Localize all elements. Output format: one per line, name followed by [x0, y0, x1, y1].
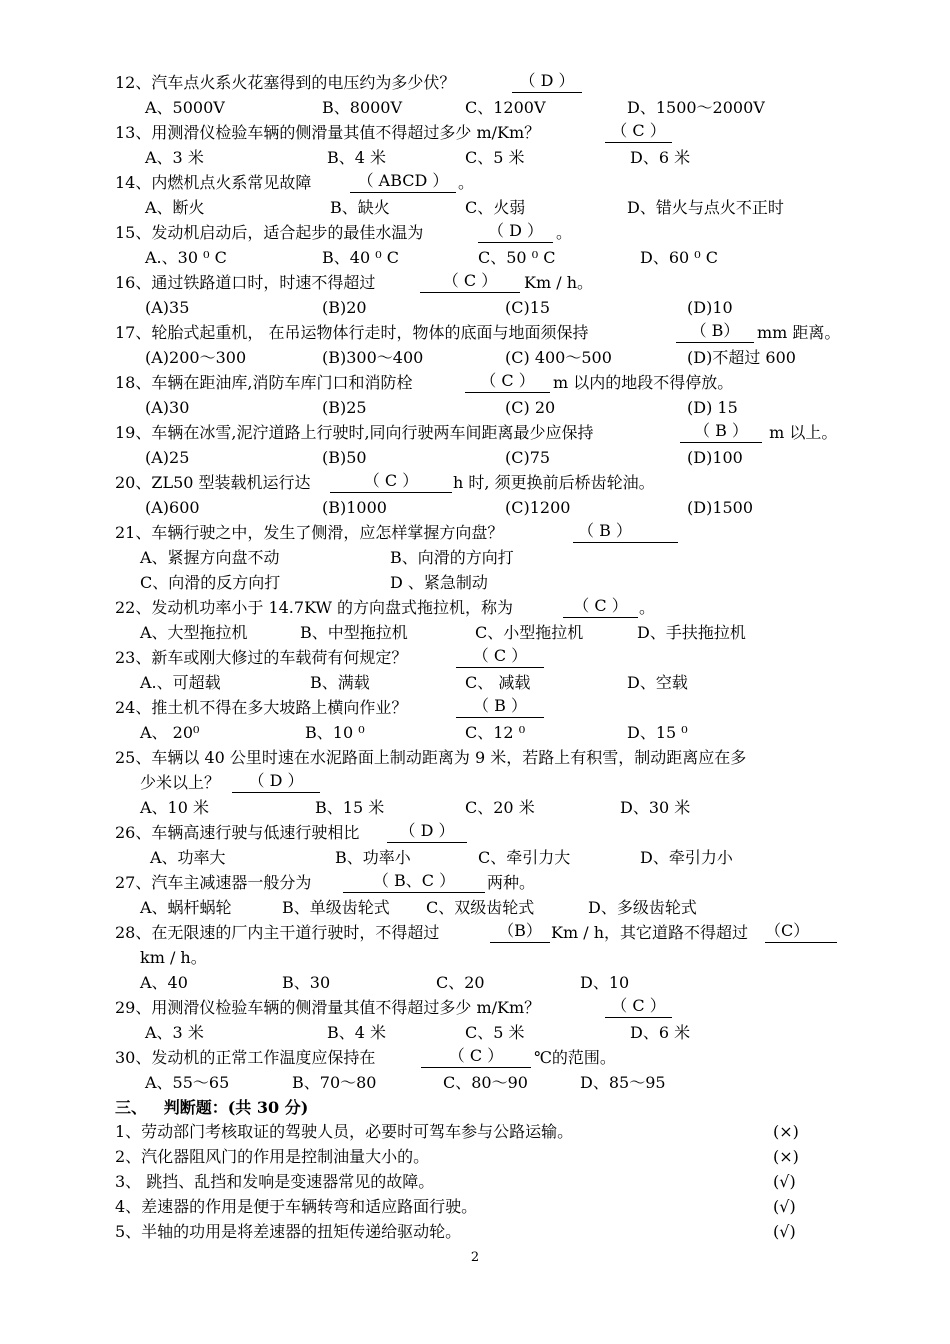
option-c: C、牵引力大: [478, 848, 571, 867]
options-16: [0, 295, 950, 320]
options-13: [0, 145, 950, 170]
option-a: A、55～65: [145, 1073, 230, 1092]
option-c: (C)1200: [505, 498, 571, 517]
option-a: A、5000V: [145, 98, 225, 117]
question-30: 30、发动机的正常工作温度应保持在 （ C ） ℃的范围。: [0, 1045, 950, 1070]
option-c: (C) 400～500: [505, 348, 612, 367]
question-text: 18、车辆在距油库,消防车库门口和消防栓: [115, 373, 413, 392]
options-24: [0, 720, 950, 745]
option-b: B、中型拖拉机: [300, 623, 408, 642]
options-25: [0, 795, 950, 820]
options-30: [0, 1070, 950, 1095]
question-text: 26、车辆高速行驶与低速行驶相比: [115, 823, 360, 842]
question-20: 20、ZL50 型装载机运行达 （ C ） h 时, 须更换前后桥齿轮油。: [0, 470, 950, 495]
question-text: 20、ZL50 型装载机运行达: [115, 473, 311, 492]
option-b: B、70～80: [292, 1073, 377, 1092]
answer-blank: （ D ）: [387, 820, 467, 843]
option-d: D、多级齿轮式: [588, 898, 697, 917]
options-12: [0, 95, 950, 120]
question-text: 19、车辆在冰雪,泥泞道路上行驶时,同向行驶两车间距离最少应保持: [115, 423, 594, 442]
option-a: (A)600: [145, 498, 200, 517]
option-d: D、15 ⁰: [627, 723, 688, 742]
option-c: C、80～90: [443, 1073, 528, 1092]
question-text: 27、汽车主减速器一般分为: [115, 873, 312, 892]
options-26: [0, 845, 950, 870]
option-a: A、 20⁰: [140, 723, 200, 742]
options-17: [0, 345, 950, 370]
question-12: [0, 70, 950, 95]
question-24: [0, 695, 950, 720]
question-13: [0, 120, 950, 145]
question-text: 29、用测滑仪检验车辆的侧滑量其值不得超过多少 m/Km？: [115, 998, 546, 1017]
option-a: A、大型拖拉机: [140, 623, 248, 642]
answer-blank: （ ABCD ）: [350, 170, 456, 193]
option-c: C、双级齿轮式: [426, 898, 535, 917]
option-b: (B)300～400: [322, 348, 424, 367]
option-a: (A)200～300: [145, 348, 247, 367]
answer-blank-2: （C）: [765, 920, 837, 943]
question-25-cont: [0, 770, 950, 795]
question-22: 22、发动机功率小于 14.7KW 的方向盘式拖拉机，称为 （ C ） 。: [0, 595, 950, 620]
option-d: D、6 米: [630, 1023, 691, 1042]
option-b: B、向滑的方向打: [390, 548, 514, 567]
option-a: A、功率大: [150, 848, 226, 867]
question-25: [0, 745, 950, 770]
option-a: A、断火: [145, 198, 205, 217]
answer-blank: （ B）: [676, 320, 754, 343]
section-heading: [0, 1095, 950, 1120]
page-number: 2: [470, 1250, 480, 1265]
question-14: 14、内燃机点火系常见故障 （ ABCD ） 。: [0, 170, 950, 195]
options-21-row1: [0, 545, 950, 570]
question-text: 14、内燃机点火系常见故障: [115, 173, 317, 192]
option-a: (A)35: [145, 298, 190, 317]
question-text: 15、发动机启动后，适合起步的最佳水温为: [115, 223, 424, 242]
option-a: A、蜗杆蜗轮: [140, 898, 232, 917]
option-b: B、10 ⁰: [305, 723, 365, 742]
option-d: D、60 ⁰ C: [640, 248, 719, 267]
option-d: D、30 米: [620, 798, 691, 817]
option-d: (D)1500: [687, 498, 754, 517]
question-text: 13、用测滑仪检验车辆的侧滑量其值不得超过多少 m/Km？: [115, 123, 546, 142]
question-15: 15、发动机启动后，适合起步的最佳水温为 （ D ） 。: [0, 220, 950, 245]
option-c: C、5 米: [465, 1023, 525, 1042]
question-18: 18、车辆在距油库,消防车库门口和消防栓 （ C ） m 以内的地段不得停放。: [0, 370, 950, 395]
question-26: [0, 820, 950, 845]
question-16: 16、通过铁路道口时，时速不得超过 （ C ） Km / h。: [0, 270, 950, 295]
answer-blank: （ B、C ）: [343, 870, 485, 893]
answer-blank-1: （B）: [490, 920, 550, 943]
options-18: [0, 395, 950, 420]
option-b: B、40 ⁰ C: [322, 248, 399, 267]
option-a: A.、30 ⁰ C: [145, 248, 227, 267]
question-text: 28、在无限速的厂内主干道行驶时，不得超过: [115, 923, 440, 942]
option-b: B、8000V: [322, 98, 403, 117]
answer-blank: （ C ）: [605, 995, 672, 1018]
options-27: [0, 895, 950, 920]
option-b: B、单级齿轮式: [282, 898, 390, 917]
option-d: D、6 米: [630, 148, 691, 167]
question-text: 17、轮胎式起重机， 在吊运物体行走时，物体的底面与地面须保持: [115, 323, 589, 342]
judgment-text: 5、半轴的功用是将差速器的扭矩传递给驱动轮。: [115, 1222, 462, 1241]
option-d: D、手扶拖拉机: [637, 623, 746, 642]
options-20: [0, 495, 950, 520]
question-text: 23、新车或刚大修过的车载荷有何规定？: [115, 648, 408, 667]
question-text: 21、车辆行驶之中，发生了侧滑，应怎样掌握方向盘？: [115, 523, 504, 542]
option-b: (B)20: [322, 298, 367, 317]
option-a: (A)25: [145, 448, 190, 467]
judgment-mark: (√): [773, 1222, 796, 1241]
question-17: 17、轮胎式起重机， 在吊运物体行走时，物体的底面与地面须保持 （ B） mm 距离。: [0, 320, 950, 345]
option-c: (C)15: [505, 298, 551, 317]
judgment-item: [0, 1144, 950, 1169]
option-a: A、40: [140, 973, 188, 992]
option-d: (D)100: [687, 448, 743, 467]
judgment-mark: (×): [773, 1147, 799, 1166]
option-d: D、牵引力小: [640, 848, 733, 867]
question-28-cont: km / h。: [140, 948, 207, 967]
option-b: B、4 米: [327, 1023, 387, 1042]
answer-blank: （ B ）: [456, 695, 544, 718]
option-b: B、功率小: [335, 848, 411, 867]
option-d: D、错火与点火不正时: [627, 198, 784, 217]
option-d: D、空载: [627, 673, 688, 692]
option-c: C、20 米: [465, 798, 535, 817]
option-c: C、12 ⁰: [465, 723, 526, 742]
options-22: [0, 620, 950, 645]
option-b: B、缺火: [330, 198, 390, 217]
option-d: D、85～95: [580, 1073, 666, 1092]
option-a: A.、可超载: [140, 673, 221, 692]
options-23: [0, 670, 950, 695]
answer-blank: （ C ）: [605, 120, 672, 143]
option-d: D 、紧急制动: [390, 573, 488, 592]
judgment-item: [0, 1194, 950, 1219]
options-15: [0, 245, 950, 270]
option-d: (D) 15: [687, 398, 738, 417]
question-27: 27、汽车主减速器一般分为 （ B、C ） 两种。: [0, 870, 950, 895]
option-c: C、 减载: [465, 673, 531, 692]
answer-blank: （ C ）: [563, 595, 638, 618]
option-d: (D)10: [687, 298, 733, 317]
answer-blank: （ C ）: [456, 645, 544, 668]
answer-blank: （ C ）: [330, 470, 452, 493]
option-b: B、15 米: [315, 798, 385, 817]
option-b: (B)1000: [322, 498, 387, 517]
options-21-row2: [0, 570, 950, 595]
option-a: A、10 米: [140, 798, 210, 817]
option-c: C、1200V: [465, 98, 546, 117]
options-19: [0, 445, 950, 470]
question-23: [0, 645, 950, 670]
option-b: (B)25: [322, 398, 367, 417]
judgment-text: 3、 跳挡、乱挡和发响是变速器常见的故障。: [115, 1172, 435, 1191]
option-c: C、20: [436, 973, 485, 992]
question-28: 28、在无限速的厂内主干道行驶时，不得超过 （B） Km / h，其它道路不得超过 （C）: [0, 920, 950, 945]
option-b: B、满载: [310, 673, 370, 692]
options-14: [0, 195, 950, 220]
option-d: D、1500～2000V: [627, 98, 765, 117]
question-text: 12、汽车点火系火花塞得到的电压约为多少伏？: [115, 73, 456, 92]
question-text: 24、推土机不得在多大坡路上横向作业？: [115, 698, 408, 717]
answer-blank: （ C ）: [465, 370, 550, 393]
answer-blank: （ B ）: [573, 520, 678, 543]
question-text: 30、发动机的正常工作温度应保持在: [115, 1048, 376, 1067]
option-c: C、火弱: [465, 198, 526, 217]
judgment-item: [0, 1219, 950, 1244]
question-text: 25、车辆以 40 公里时速在水泥路面上制动距离为 9 米，若路上有积雪，制动距离应在多: [115, 748, 747, 767]
answer-blank: （ D ）: [232, 770, 320, 793]
answer-blank: （ D ）: [512, 70, 582, 93]
option-c: C、向滑的反方向打: [140, 573, 281, 592]
answer-blank: （ C ）: [420, 270, 520, 293]
question-29: [0, 995, 950, 1020]
option-a: A、紧握方向盘不动: [140, 548, 280, 567]
judgment-text: 2、汽化器阻风门的作用是控制油量大小的。: [115, 1147, 430, 1166]
judgment-mark: (√): [773, 1172, 796, 1191]
judgment-mark: (√): [773, 1197, 796, 1216]
option-c: C、5 米: [465, 148, 525, 167]
option-c: C、50 ⁰ C: [478, 248, 556, 267]
question-text: 16、通过铁路道口时，时速不得超过: [115, 273, 376, 292]
option-b: B、4 米: [327, 148, 387, 167]
option-c: (C) 20: [505, 398, 556, 417]
answer-blank: （ C ）: [421, 1045, 531, 1068]
option-c: C、小型拖拉机: [475, 623, 584, 642]
question-19: 19、车辆在冰雪,泥泞道路上行驶时,同向行驶两车间距离最少应保持 （ B ） m 以上。: [0, 420, 950, 445]
judgment-mark: (×): [773, 1122, 799, 1141]
judgment-item: [0, 1119, 950, 1144]
judgment-text: 4、差速器的作用是便于车辆转弯和适应路面行驶。: [115, 1197, 478, 1216]
question-text: 少米以上？: [140, 773, 221, 792]
option-a: A、3 米: [145, 148, 204, 167]
options-29: [0, 1020, 950, 1045]
answer-blank: （ D ）: [478, 220, 553, 243]
option-d: D、10: [580, 973, 630, 992]
option-a: (A)30: [145, 398, 190, 417]
option-c: (C)75: [505, 448, 551, 467]
question-21: [0, 520, 950, 545]
option-b: B、30: [282, 973, 331, 992]
judgment-text: 1、劳动部门考核取证的驾驶人员，必要时可驾车参与公路运输。: [115, 1122, 574, 1141]
question-text: 22、发动机功率小于 14.7KW 的方向盘式拖拉机，称为: [115, 598, 513, 617]
option-d: (D)不超过 600: [687, 348, 796, 367]
judgment-item: [0, 1169, 950, 1194]
option-b: (B)50: [322, 448, 367, 467]
option-a: A、3 米: [145, 1023, 204, 1042]
answer-blank: （ B ）: [680, 420, 762, 443]
section-title: 三、 判断题：(共 30 分): [115, 1098, 309, 1117]
options-28: [0, 970, 950, 995]
